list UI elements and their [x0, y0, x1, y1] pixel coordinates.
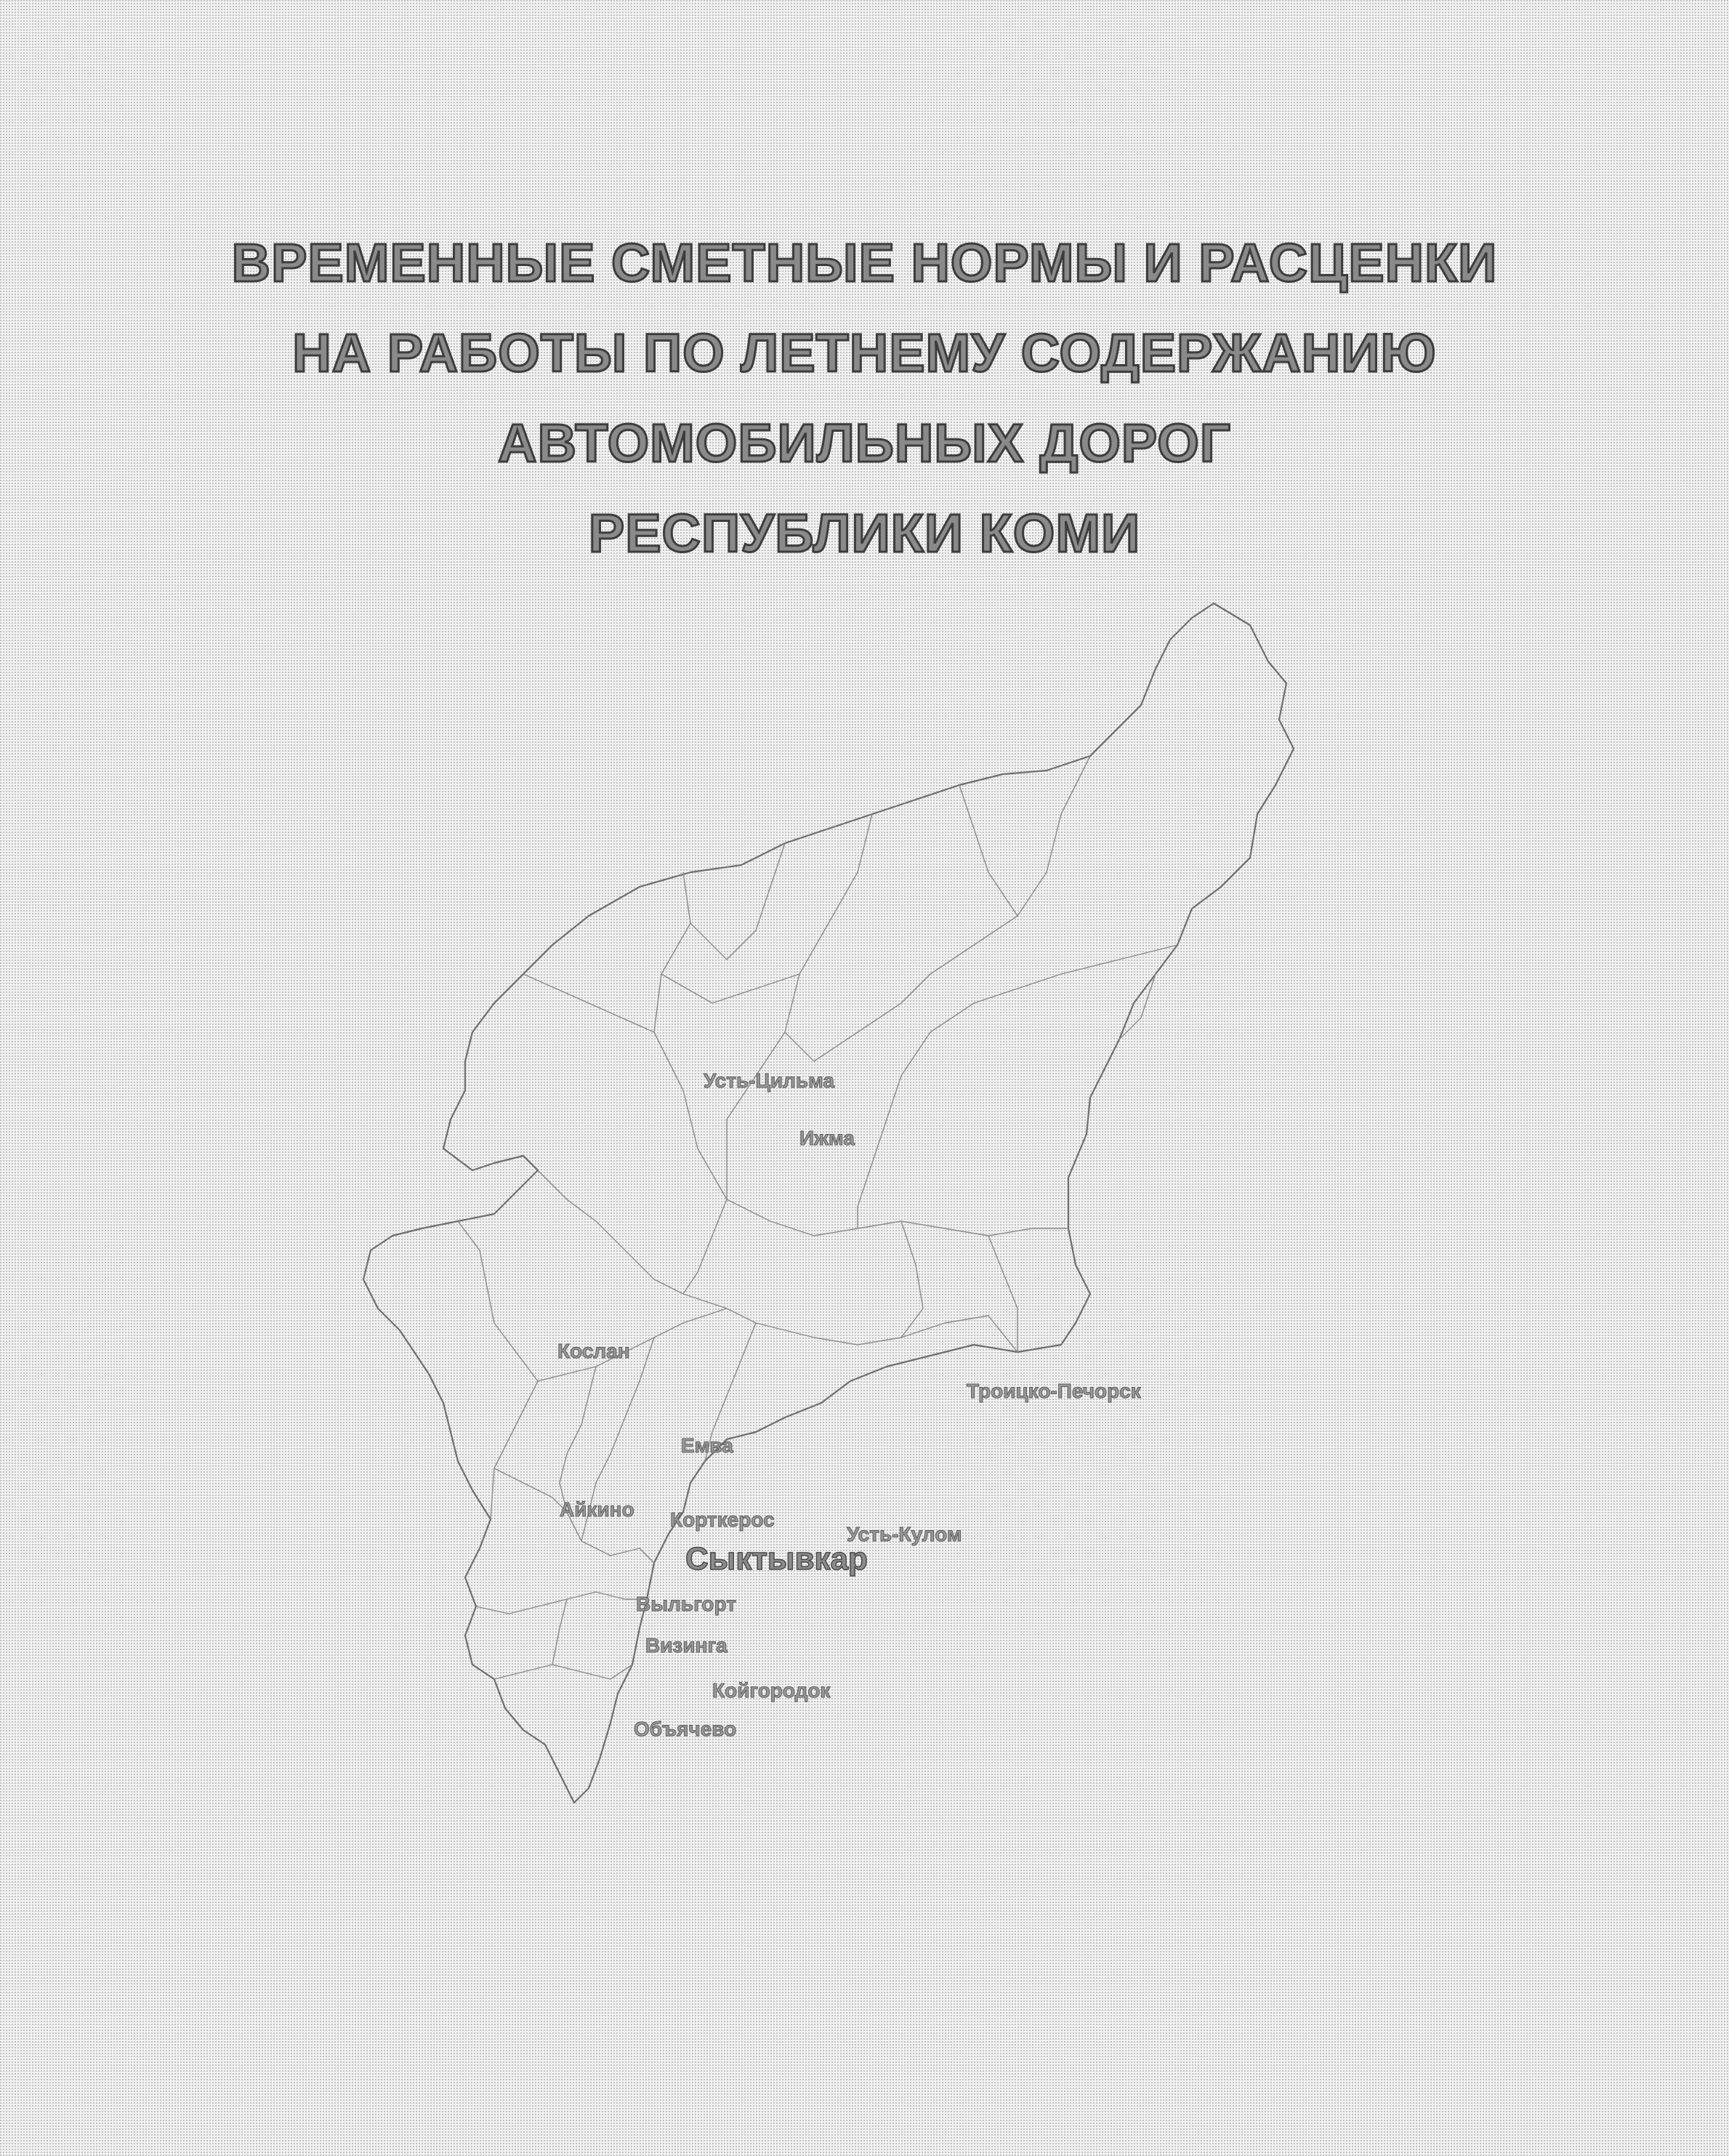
title-line-1: ВРЕМЕННЫЕ СМЕТНЫЕ НОРМЫ И РАСЦЕНКИ: [231, 233, 1498, 293]
district-line: [690, 843, 785, 960]
komi-republic-map: [349, 596, 1315, 1868]
city-label-kortkeros: Корткерос: [670, 1508, 775, 1531]
city-label-vizinga: Визинга: [645, 1634, 728, 1657]
district-line: [523, 974, 727, 1199]
district-line: [959, 785, 1017, 916]
document-title: [0, 218, 1729, 579]
city-label-vylgort: Выльгорт: [636, 1593, 736, 1615]
district-line: [1119, 974, 1156, 1039]
title-line-4: РЕСПУБЛИКИ КОМИ: [588, 503, 1141, 563]
city-label-koygorodok: Койгородок: [712, 1679, 831, 1702]
city-label-koslan: Кослан: [557, 1340, 630, 1362]
district-line: [661, 974, 799, 1003]
city-label-ust-tsilma: Усть-Цильма: [704, 1069, 835, 1092]
district-line: [858, 1163, 872, 1228]
title-line-2: НА РАБОТЫ ПО ЛЕТНЕМУ СОДЕРЖАНИЮ: [292, 323, 1437, 383]
district-line: [476, 1592, 647, 1614]
district-line: [494, 1468, 567, 1512]
city-label-izhma: Ижма: [799, 1127, 855, 1149]
district-line: [458, 1221, 538, 1381]
district-line: [581, 1541, 654, 1563]
republic-boundary: [363, 603, 1294, 1803]
region-outline-map: [349, 596, 1315, 1868]
district-line: [538, 1170, 727, 1308]
district-line: [494, 1665, 632, 1679]
district-line: [785, 756, 1090, 1061]
city-label-aikino: Айкино: [560, 1498, 634, 1521]
city-label-emva: Емва: [681, 1434, 733, 1457]
city-label-syktyvkar: Сыктывкар: [685, 1541, 868, 1577]
district-line: [552, 1599, 567, 1665]
district-line: [491, 1381, 538, 1519]
district-line: [654, 872, 690, 1032]
city-label-troitsko-pechorsk: Троицко-Печорск: [967, 1380, 1141, 1402]
city-label-ust-kulom: Усть-Кулом: [847, 1523, 962, 1545]
title-line-3: АВТОМОБИЛЬНЫХ ДОРОГ: [498, 413, 1231, 473]
city-label-obyachevo: Объячево: [634, 1718, 737, 1740]
district-line: [901, 1221, 923, 1338]
district-line: [727, 1199, 1068, 1236]
district-line: [872, 945, 1177, 1163]
district-line: [683, 1199, 727, 1294]
